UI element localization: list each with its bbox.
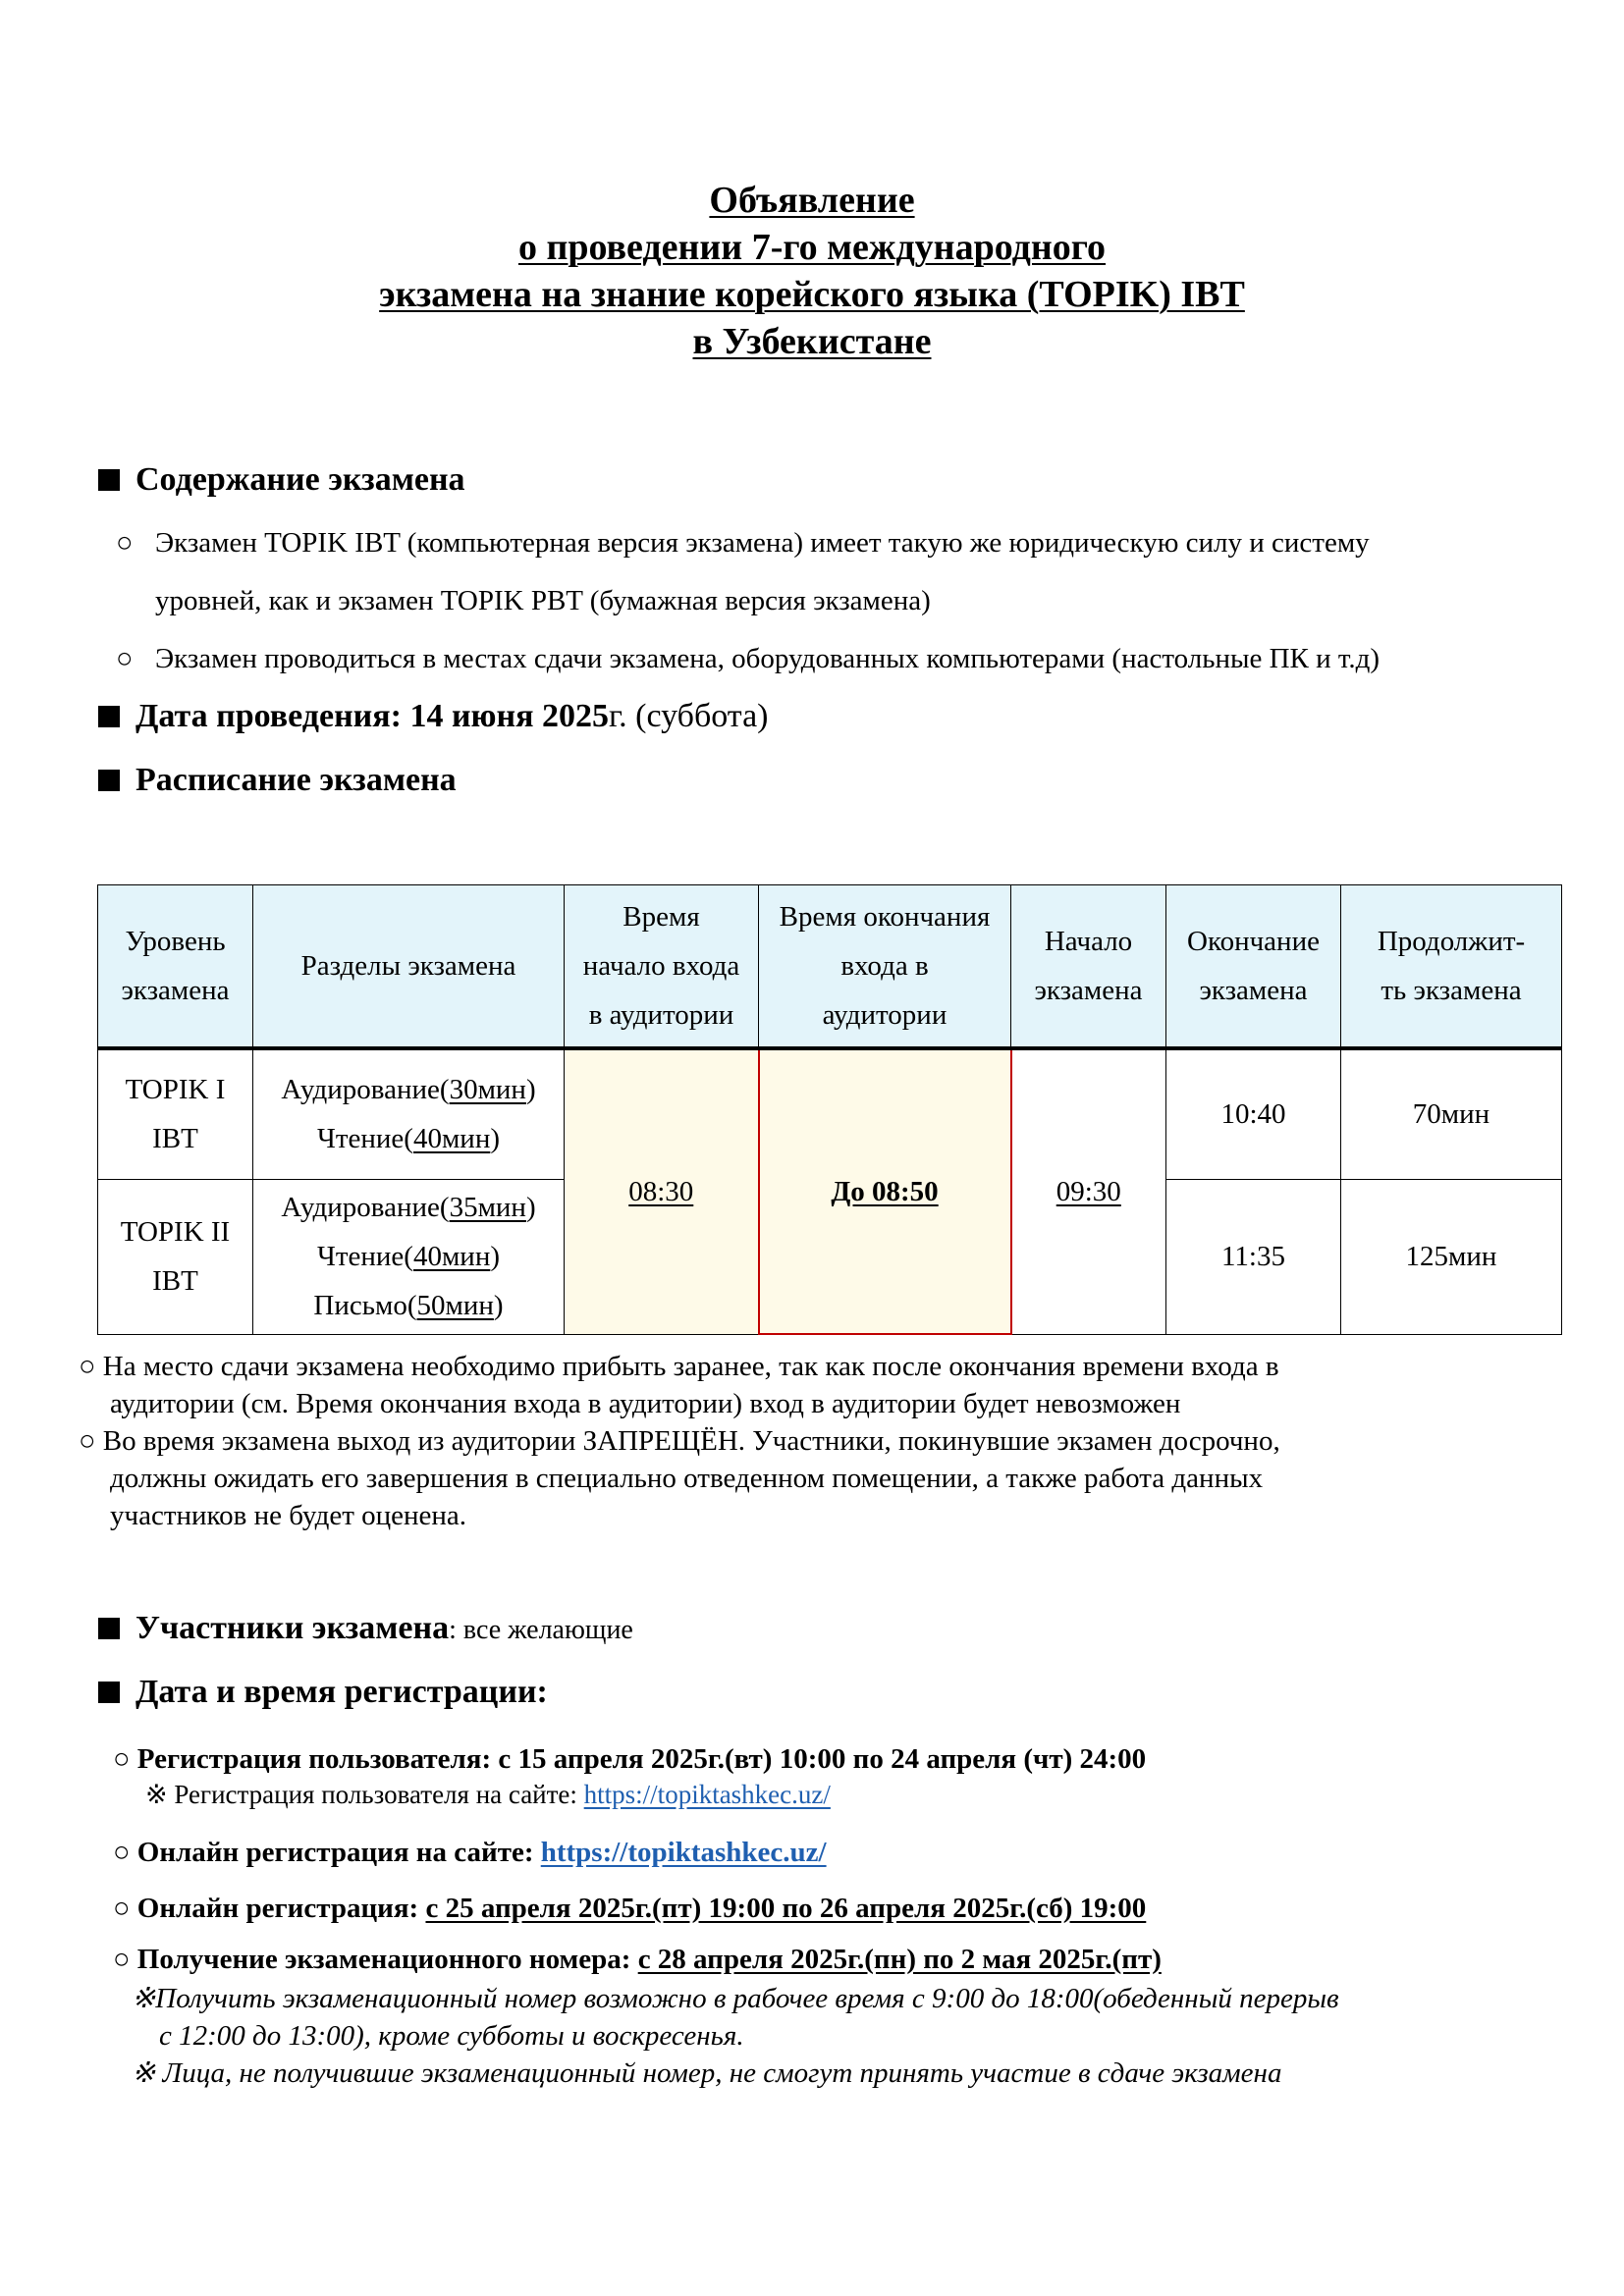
title-line-4: в Узбекистане — [692, 321, 932, 362]
header-entry-start: Время начало входа в аудитории — [565, 885, 759, 1049]
note-1-line-2: аудитории (см. Время окончания входа в аудитории) вход в аудитории будет невозможен — [110, 1388, 1181, 1419]
online-registration: ○ Онлайн регистрация: с 25 апреля 2025г.(пт) 19:00 по 26 апреля 2025г.(сб) 19:00 — [113, 1893, 1147, 1924]
square-bullet-icon — [98, 706, 120, 727]
row-sections: Аудирование(35мин) Чтение(40мин) Письмо(50мин) — [253, 1179, 565, 1334]
row-duration: 70мин — [1341, 1048, 1562, 1179]
circle-bullet-icon: ○ — [116, 527, 134, 559]
table-header-row — [98, 885, 1562, 1049]
note-2-line-1: ○ Во время экзамена выход из аудитории ЗАПРЕЩЁН. Участники, покинувшие экзамен досрочно, — [79, 1425, 1280, 1457]
number-note-1-line-2: с 12:00 до 13:00), кроме субботы и воскресенья. — [159, 2020, 744, 2052]
entry-end-cell: До 08:50 — [759, 1048, 1011, 1334]
participants-heading: Участники экзамена: все желающие — [98, 1610, 633, 1647]
circle-bullet-icon: ○ — [116, 643, 134, 674]
site-link[interactable]: https://topiktashkec.uz/ — [540, 1837, 827, 1868]
number-note-1-line-1: ※Получить экзаменационный номер возможно в рабочее время с 9:00 до 18:00(обеденный перерыв — [132, 1983, 1339, 2014]
title-line-3: экзамена на знание корейского языка (TOPIK) IBT — [379, 274, 1245, 315]
schedule-heading: Расписание экзамена — [98, 762, 457, 799]
square-bullet-icon — [98, 469, 120, 491]
header-level: Уровень экзамена — [98, 885, 253, 1049]
entry-start-cell: 08:30 — [565, 1048, 759, 1334]
exam-start-cell: 09:30 — [1011, 1048, 1166, 1334]
row-level: TOPIK I IBT — [98, 1048, 253, 1179]
content-bullet-2: ○ Экзамен проводиться в местах сдачи экзамена, оборудованных компьютерами (настольные ПК и т.д) — [116, 643, 1380, 674]
row-exam-end: 11:35 — [1166, 1179, 1341, 1334]
content-bullet-1-line-2: уровней, как и экзамен TOPIK PBT (бумажная версия экзамена) — [155, 585, 931, 616]
content-bullet-1-line-1: ○ Экзамен TOPIK IBT (компьютерная версия экзамена) имеет такую же юридическую силу и систему — [116, 527, 1370, 559]
schedule-table — [97, 884, 1562, 1335]
title-line-1: Объявление — [709, 180, 915, 221]
title-line-2: о проведении 7-го международного — [517, 227, 1107, 268]
exam-number-receipt: ○ Получение экзаменационного номера: с 28 апреля 2025г.(пн) по 2 мая 2025г.(пт) — [113, 1944, 1162, 1975]
user-registration: ○ Регистрация пользователя: с 15 апреля 2025г.(вт) 10:00 по 24 апреля (чт) 24:00 — [113, 1743, 1147, 1775]
header-exam-end: Окончание экзамена — [1166, 885, 1341, 1049]
table-row — [98, 1048, 1562, 1179]
user-registration-note: ※ Регистрация пользователя на сайте: https://topiktashkec.uz/ — [145, 1780, 831, 1809]
square-bullet-icon — [98, 770, 120, 791]
header-duration: Продолжит- ть экзамена — [1341, 885, 1562, 1049]
row-sections: Аудирование(30мин) Чтение(40мин) — [253, 1048, 565, 1179]
square-bullet-icon — [98, 1682, 120, 1703]
exam-date: Дата проведения: 14 июня 2025г. (суббота) — [98, 698, 769, 735]
header-sections: Разделы экзамена — [253, 885, 565, 1049]
content-heading: Содержание экзамена — [98, 461, 465, 499]
note-1-line-1: ○ На место сдачи экзамена необходимо прибыть заранее, так как после окончания времени входа в — [79, 1351, 1279, 1382]
header-entry-end: Время окончания входа в аудитории — [759, 885, 1011, 1049]
note-2-line-2: должны ожидать его завершения в специально отведенном помещении, а также работа данных — [110, 1463, 1264, 1494]
row-duration: 125мин — [1341, 1179, 1562, 1334]
note-2-line-3: участников не будет оценена. — [110, 1500, 467, 1531]
header-exam-start: Начало экзамена — [1011, 885, 1166, 1049]
site-link[interactable]: https://topiktashkec.uz/ — [583, 1780, 831, 1809]
number-note-2: ※ Лица, не получившие экзаменационный номер, не смогут принять участие в сдаче экзамена — [132, 2057, 1282, 2089]
row-exam-end: 10:40 — [1166, 1048, 1341, 1179]
registration-heading: Дата и время регистрации: — [98, 1674, 548, 1711]
online-site-registration: ○ Онлайн регистрация на сайте: https://topiktashkec.uz/ — [113, 1837, 827, 1868]
square-bullet-icon — [98, 1618, 120, 1639]
page-title — [0, 177, 1624, 365]
row-level: TOPIK II IBT — [98, 1179, 253, 1334]
